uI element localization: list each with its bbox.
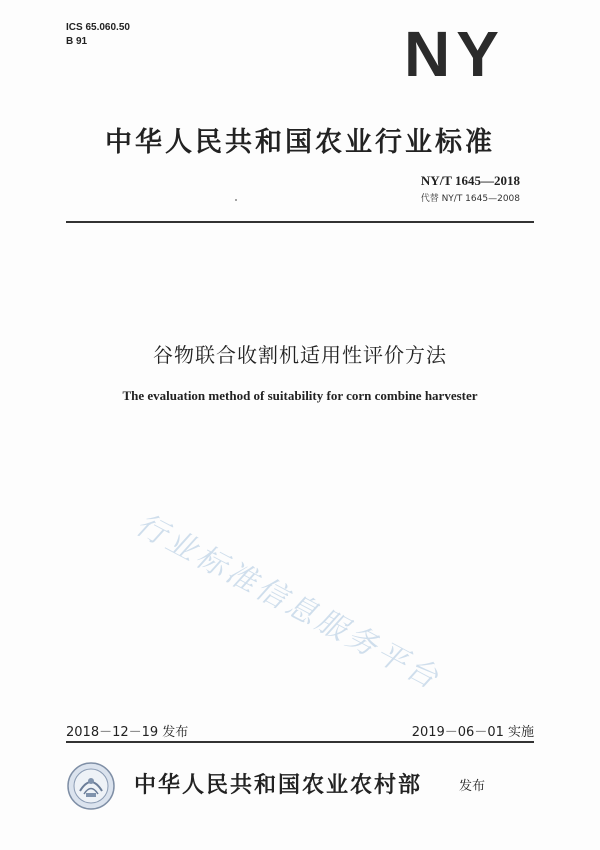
replaces-standard: 代替 NY/T 1645—2008 (420, 194, 520, 204)
ics-code: ICS 65.060.50 (66, 22, 130, 33)
top-divider (66, 221, 534, 223)
standard-number: NY/T 1645—2018 (420, 173, 520, 188)
national-emblem-icon (66, 761, 116, 811)
publish-label: 发布 (459, 779, 486, 794)
ministry-name: 中华人民共和国农业农村部 (134, 773, 423, 798)
english-title: The evaluation method of suitability for corn combine harvester (122, 388, 478, 403)
org-title: 中华人民共和国农业行业标准 (105, 127, 495, 158)
ccs-code: B 91 (66, 36, 88, 47)
issue-date: 2018－12－19 发布 (66, 725, 189, 740)
watermark: 行业标准信息服务平台 (129, 507, 447, 698)
ny-logo: NY (404, 18, 505, 90)
implementation-date: 2019－06－01 实施 (411, 725, 534, 740)
bottom-divider (66, 741, 534, 743)
scan-speck (235, 199, 237, 201)
classification-codes (66, 21, 130, 49)
chinese-title: 谷物联合收割机适用性评价方法 (153, 343, 447, 367)
